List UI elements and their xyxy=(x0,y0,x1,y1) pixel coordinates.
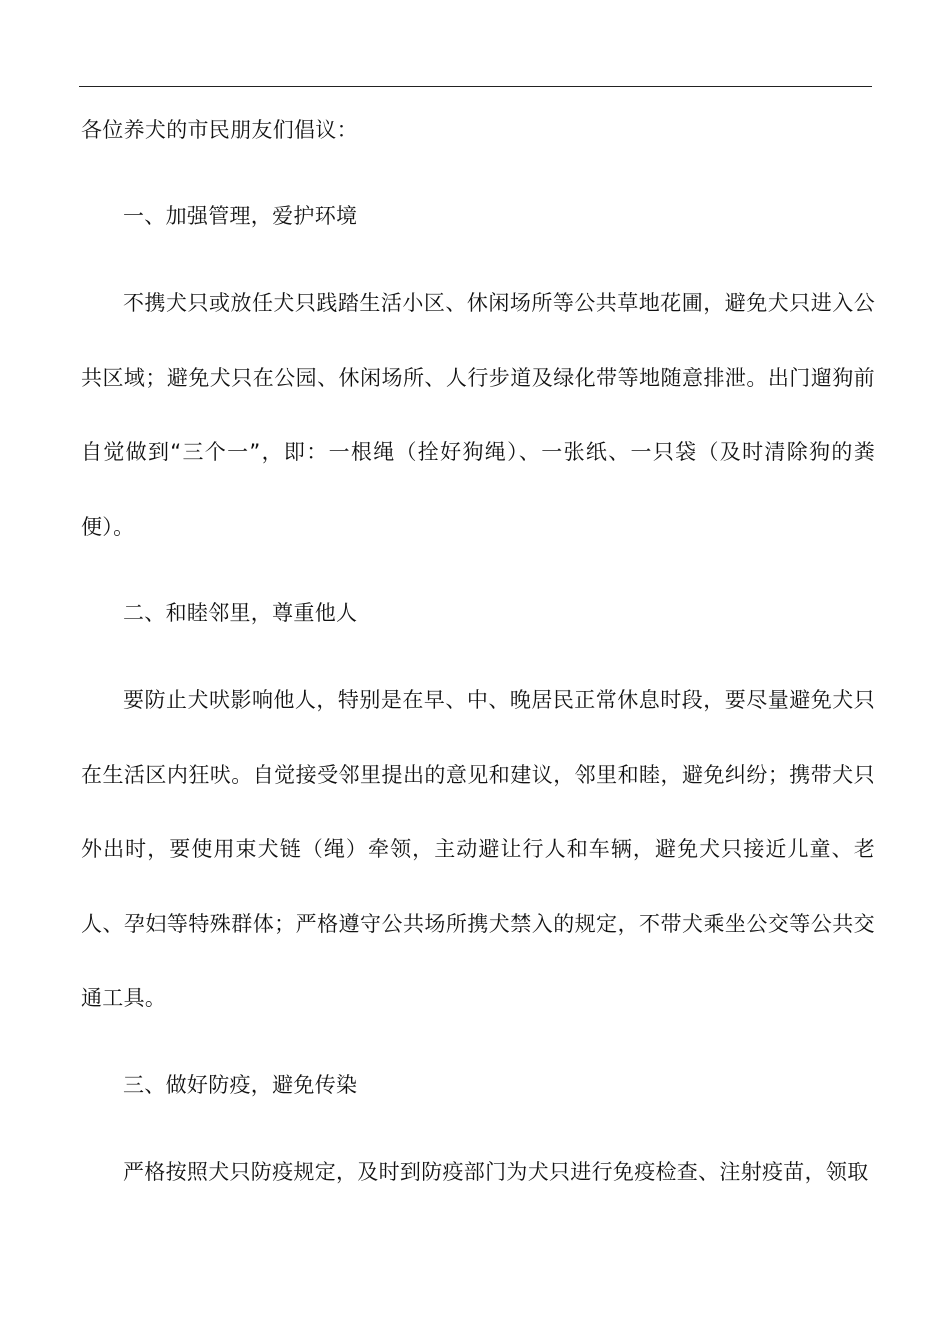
document-body xyxy=(81,112,875,1209)
intro-paragraph: 各位养犬的市民朋友们倡议： xyxy=(81,118,358,142)
section-body-1: 不携犬只或放任犬只践踏生活小区、休闲场所等公共草地花圃，避免犬只进入公共区域；避免犬只在公园、休闲场所、人行步道及绿化带等地随意排泄。出门遛狗前自觉做到“三个一”，即：一根绳（拴好狗绳）、一张纸、一只袋（及时清除狗的粪便）。 xyxy=(81,291,875,539)
section-heading-3: 三、做好防疫，避免传染 xyxy=(123,1072,358,1097)
section-heading-2: 二、和睦邻里，尊重他人 xyxy=(123,601,358,625)
section-heading-1: 一、加强管理，爱护环境 xyxy=(123,204,358,228)
section-body-2: 要防止犬吠影响他人，特别是在早、中、晚居民正常休息时段，要尽量避免犬只在生活区内狂吠。自觉接受邻里提出的意见和建议，邻里和睦，避免纠纷；携带犬只外出时，要使用束犬链（绳）牵领，主动避让行人和车辆，避免犬只接近儿童、老人、孕妇等特殊群体；严格遵守公共场所携犬禁入的规定，不带犬乘坐公交等公共交通工具。 xyxy=(81,688,875,1010)
section-body-3: 严格按照犬只防疫规定，及时到防疫部门为犬只进行免疫检查、注射疫苗，领取 xyxy=(123,1159,869,1184)
header-rule xyxy=(79,86,872,87)
